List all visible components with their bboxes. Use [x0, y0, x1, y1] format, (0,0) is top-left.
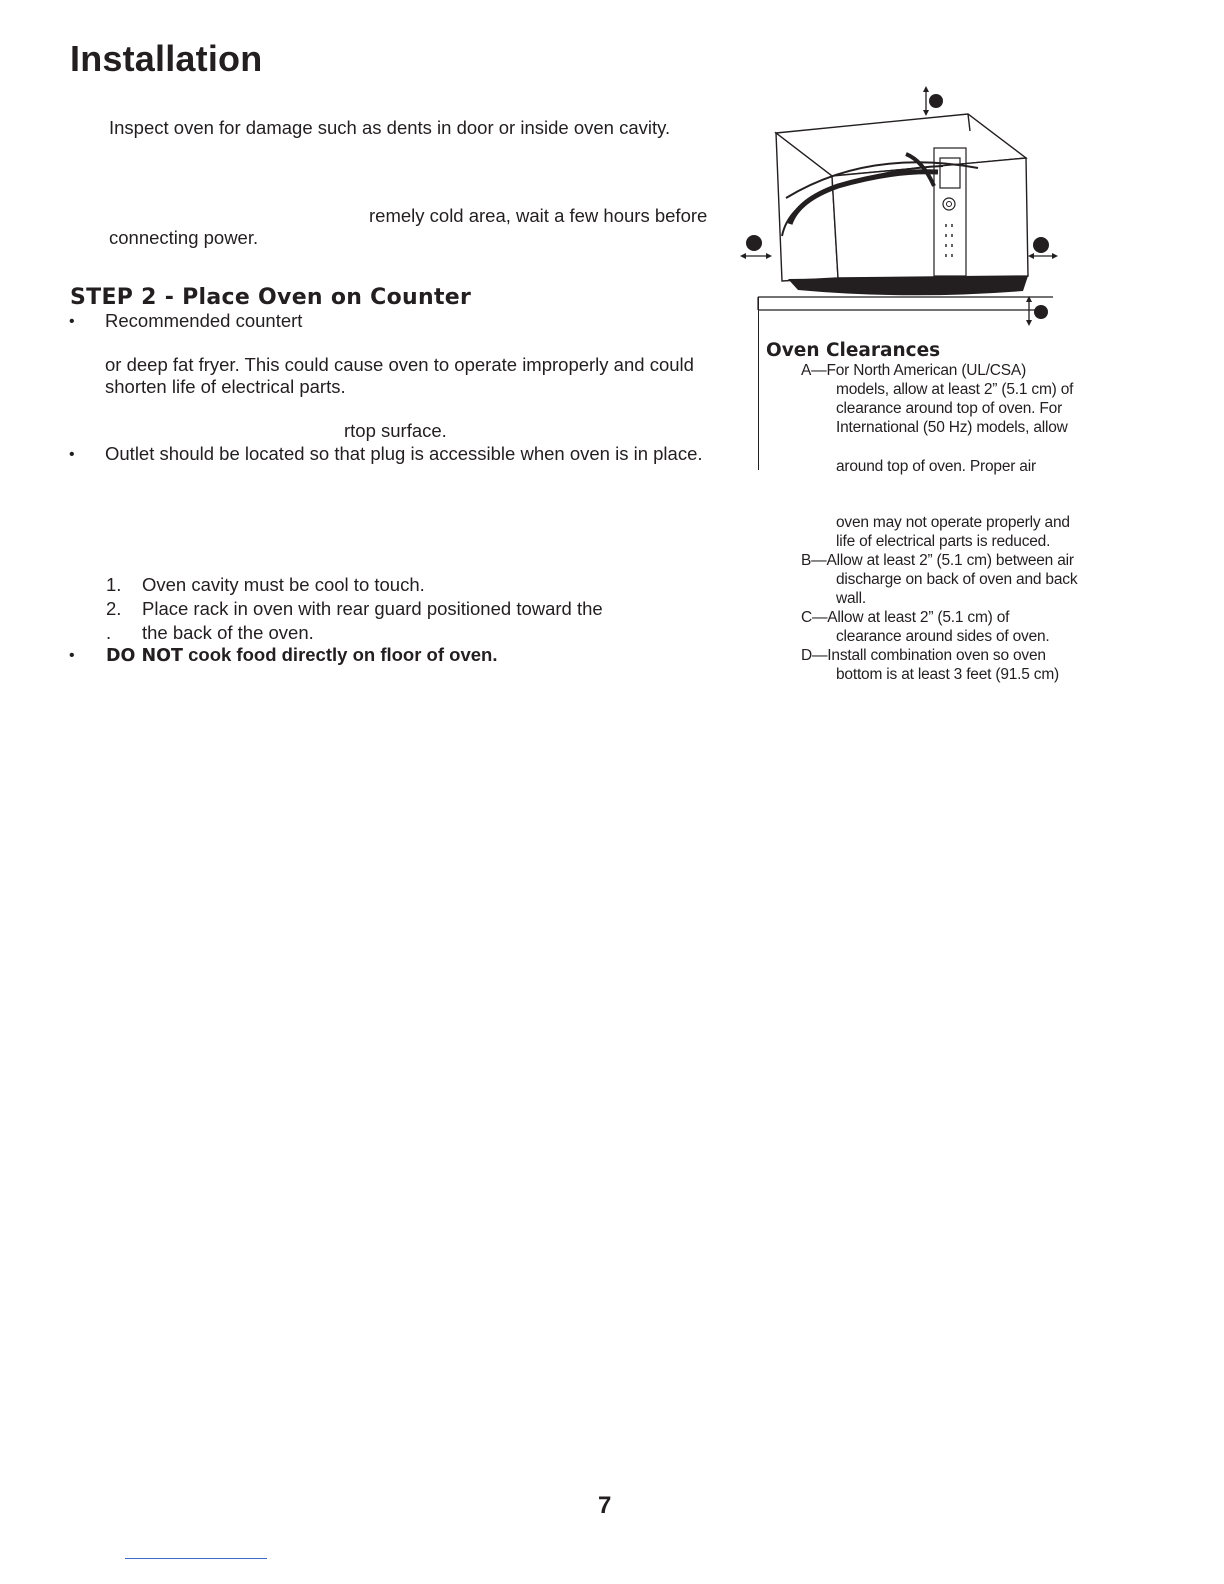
oven-icon [776, 114, 1028, 281]
counter-icon [758, 297, 1053, 310]
oven-base-icon [788, 276, 1028, 295]
step2-heading: STEP 2 - Place Oven on Counter [70, 285, 472, 310]
bottom-clearance-arrow-icon [1026, 296, 1048, 326]
rack-item3-text: the back of the oven. [142, 622, 314, 643]
clearance-a-line: International (50 Hz) models, allow [836, 419, 1068, 436]
step1-line-inspect: Inspect oven for damage such as dents in door or inside oven cavity. [109, 117, 671, 138]
rack-item1-number: 1. [106, 574, 122, 595]
clearance-a-line: models, allow at least 2” (5.1 cm) of [836, 381, 1074, 398]
rack-warning-emphasis: DO NOT [106, 646, 183, 666]
left-clearance-arrow-icon [740, 235, 772, 259]
clearance-c-line: C—Allow at least 2” (5.1 cm) of [801, 609, 1010, 626]
step1-line-cold: remely cold area, wait a few hours before [369, 205, 708, 226]
clearance-c-line: clearance around sides of oven. [836, 628, 1050, 645]
rack-warning-text: cook food directly on floor of oven. [182, 644, 498, 665]
page-number: 7 [598, 1492, 612, 1519]
right-clearance-arrow-icon [1028, 237, 1058, 259]
rack-item3-number: . [106, 622, 112, 643]
rack-warning [106, 644, 497, 666]
clearance-d-line: bottom is at least 3 feet (91.5 cm) [836, 666, 1060, 683]
clearance-a-line: clearance around top of oven. For [836, 400, 1063, 417]
clearance-a-line: A—For North American (UL/CSA) [801, 362, 1027, 379]
clearance-b-line: B—Allow at least 2” (5.1 cm) between air [801, 552, 1074, 569]
clearances-title: Oven Clearances [766, 340, 941, 361]
clearance-a-line: life of electrical parts is reduced. [836, 533, 1051, 550]
bullet-icon: • [69, 313, 75, 330]
clearance-a-line: oven may not operate properly and [836, 514, 1070, 531]
oven-clearance-illustration [738, 86, 1068, 326]
clearance-a-line: around top of oven. Proper air [836, 458, 1036, 475]
step2-line-fryer: or deep fat fryer. This could cause oven to operate improperly and could [105, 354, 694, 375]
step2-bullet-countertop: Recommended countert [105, 310, 303, 331]
top-clearance-arrow-icon [923, 86, 943, 116]
rack-item2-text: Place rack in oven with rear guard positioned toward the [142, 598, 603, 619]
footer-link-underline[interactable] [125, 1558, 267, 1559]
clearance-d-line: D—Install combination oven so oven [801, 647, 1046, 664]
step1-line-power: connecting power. [109, 227, 259, 248]
bullet-icon: • [69, 647, 75, 664]
step2-line-shorten: shorten life of electrical parts. [105, 376, 346, 397]
clearance-b-line: discharge on back of oven and back [836, 571, 1078, 588]
rack-item2-number: 2. [106, 598, 122, 619]
step2-line-surface: rtop surface. [344, 420, 447, 441]
rack-item1-text: Oven cavity must be cool to touch. [142, 574, 425, 595]
page-title: Installation [70, 38, 263, 79]
sidebar-divider [758, 297, 759, 470]
bullet-icon: • [69, 446, 75, 463]
clearance-b-line: wall. [836, 590, 867, 607]
step2-bullet-outlet: Outlet should be located so that plug is accessible when oven is in place. [105, 443, 703, 464]
